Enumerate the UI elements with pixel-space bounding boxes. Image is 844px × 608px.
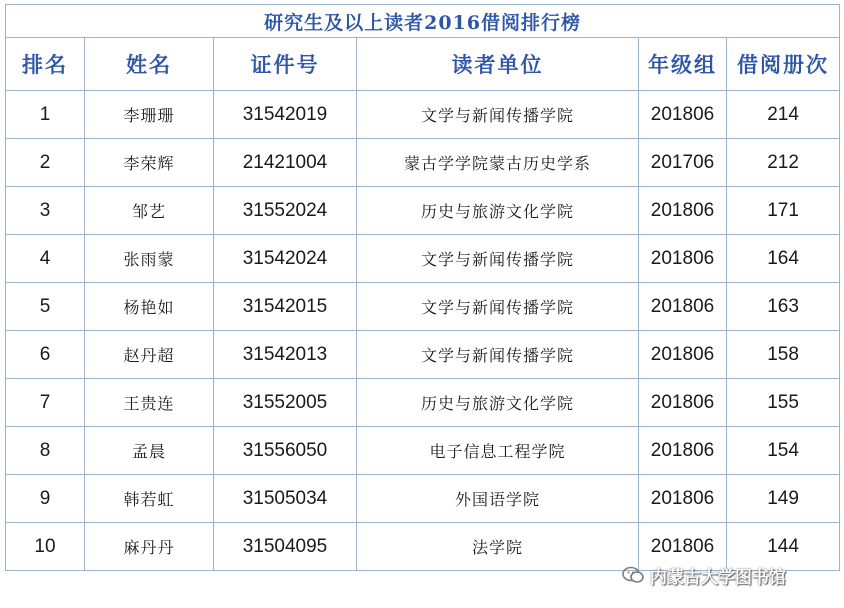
column-header-count: 借阅册次 [727,38,840,91]
header-row [6,38,840,91]
cell-name: 王贵连 [85,379,214,427]
cell-rank: 7 [6,379,85,427]
cell-grade: 201806 [639,331,727,379]
cell-name: 杨艳如 [85,283,214,331]
cell-id: 31556050 [214,427,357,475]
cell-unit: 文学与新闻传播学院 [357,235,639,283]
table-row [6,91,840,139]
cell-id: 31542019 [214,91,357,139]
cell-unit: 文学与新闻传播学院 [357,283,639,331]
cell-count: 158 [727,331,840,379]
cell-id: 31542013 [214,331,357,379]
cell-grade: 201806 [639,523,727,571]
cell-count: 163 [727,283,840,331]
table-row [6,139,840,187]
cell-count: 149 [727,475,840,523]
cell-name: 李珊珊 [85,91,214,139]
cell-grade: 201806 [639,187,727,235]
cell-id: 31505034 [214,475,357,523]
cell-grade: 201806 [639,91,727,139]
cell-unit: 外国语学院 [357,475,639,523]
cell-grade: 201806 [639,379,727,427]
cell-rank: 8 [6,427,85,475]
table-row [6,283,840,331]
cell-grade: 201806 [639,427,727,475]
table-row [6,427,840,475]
cell-name: 张雨蒙 [85,235,214,283]
table-row [6,331,840,379]
cell-unit: 电子信息工程学院 [357,427,639,475]
watermark-text: 内蒙古大学图书馆 [650,567,786,588]
table-row [6,235,840,283]
table-row [6,187,840,235]
cell-name: 孟晨 [85,427,214,475]
ranking-table [5,4,840,571]
column-header-name: 姓名 [85,38,214,91]
cell-grade: 201806 [639,475,727,523]
column-header-grade: 年级组 [639,38,727,91]
cell-unit: 历史与旅游文化学院 [357,187,639,235]
cell-count: 144 [727,523,840,571]
cell-id: 21421004 [214,139,357,187]
column-header-id: 证件号 [214,38,357,91]
cell-rank: 2 [6,139,85,187]
cell-name: 麻丹丹 [85,523,214,571]
watermark [622,562,786,588]
cell-id: 31504095 [214,523,357,571]
cell-count: 154 [727,427,840,475]
cell-id: 31552005 [214,379,357,427]
table-row [6,475,840,523]
cell-rank: 10 [6,523,85,571]
cell-rank: 4 [6,235,85,283]
cell-rank: 3 [6,187,85,235]
cell-rank: 1 [6,91,85,139]
table-row [6,379,840,427]
cell-count: 214 [727,91,840,139]
cell-unit: 法学院 [357,523,639,571]
cell-unit: 文学与新闻传播学院 [357,91,639,139]
wechat-icon [622,566,644,584]
table-title: 研究生及以上读者2016借阅排行榜 [6,5,840,38]
cell-name: 韩若虹 [85,475,214,523]
title-row [6,5,840,38]
cell-count: 164 [727,235,840,283]
cell-rank: 9 [6,475,85,523]
cell-unit: 文学与新闻传播学院 [357,331,639,379]
cell-grade: 201706 [639,139,727,187]
cell-name: 邹艺 [85,187,214,235]
cell-count: 212 [727,139,840,187]
cell-grade: 201806 [639,283,727,331]
cell-id: 31542015 [214,283,357,331]
cell-id: 31552024 [214,187,357,235]
cell-unit: 历史与旅游文化学院 [357,379,639,427]
cell-unit: 蒙古学学院蒙古历史学系 [357,139,639,187]
cell-grade: 201806 [639,235,727,283]
cell-name: 李荣辉 [85,139,214,187]
column-header-rank: 排名 [6,38,85,91]
cell-id: 31542024 [214,235,357,283]
cell-rank: 6 [6,331,85,379]
cell-rank: 5 [6,283,85,331]
cell-name: 赵丹超 [85,331,214,379]
column-header-unit: 读者单位 [357,38,639,91]
cell-count: 155 [727,379,840,427]
cell-count: 171 [727,187,840,235]
